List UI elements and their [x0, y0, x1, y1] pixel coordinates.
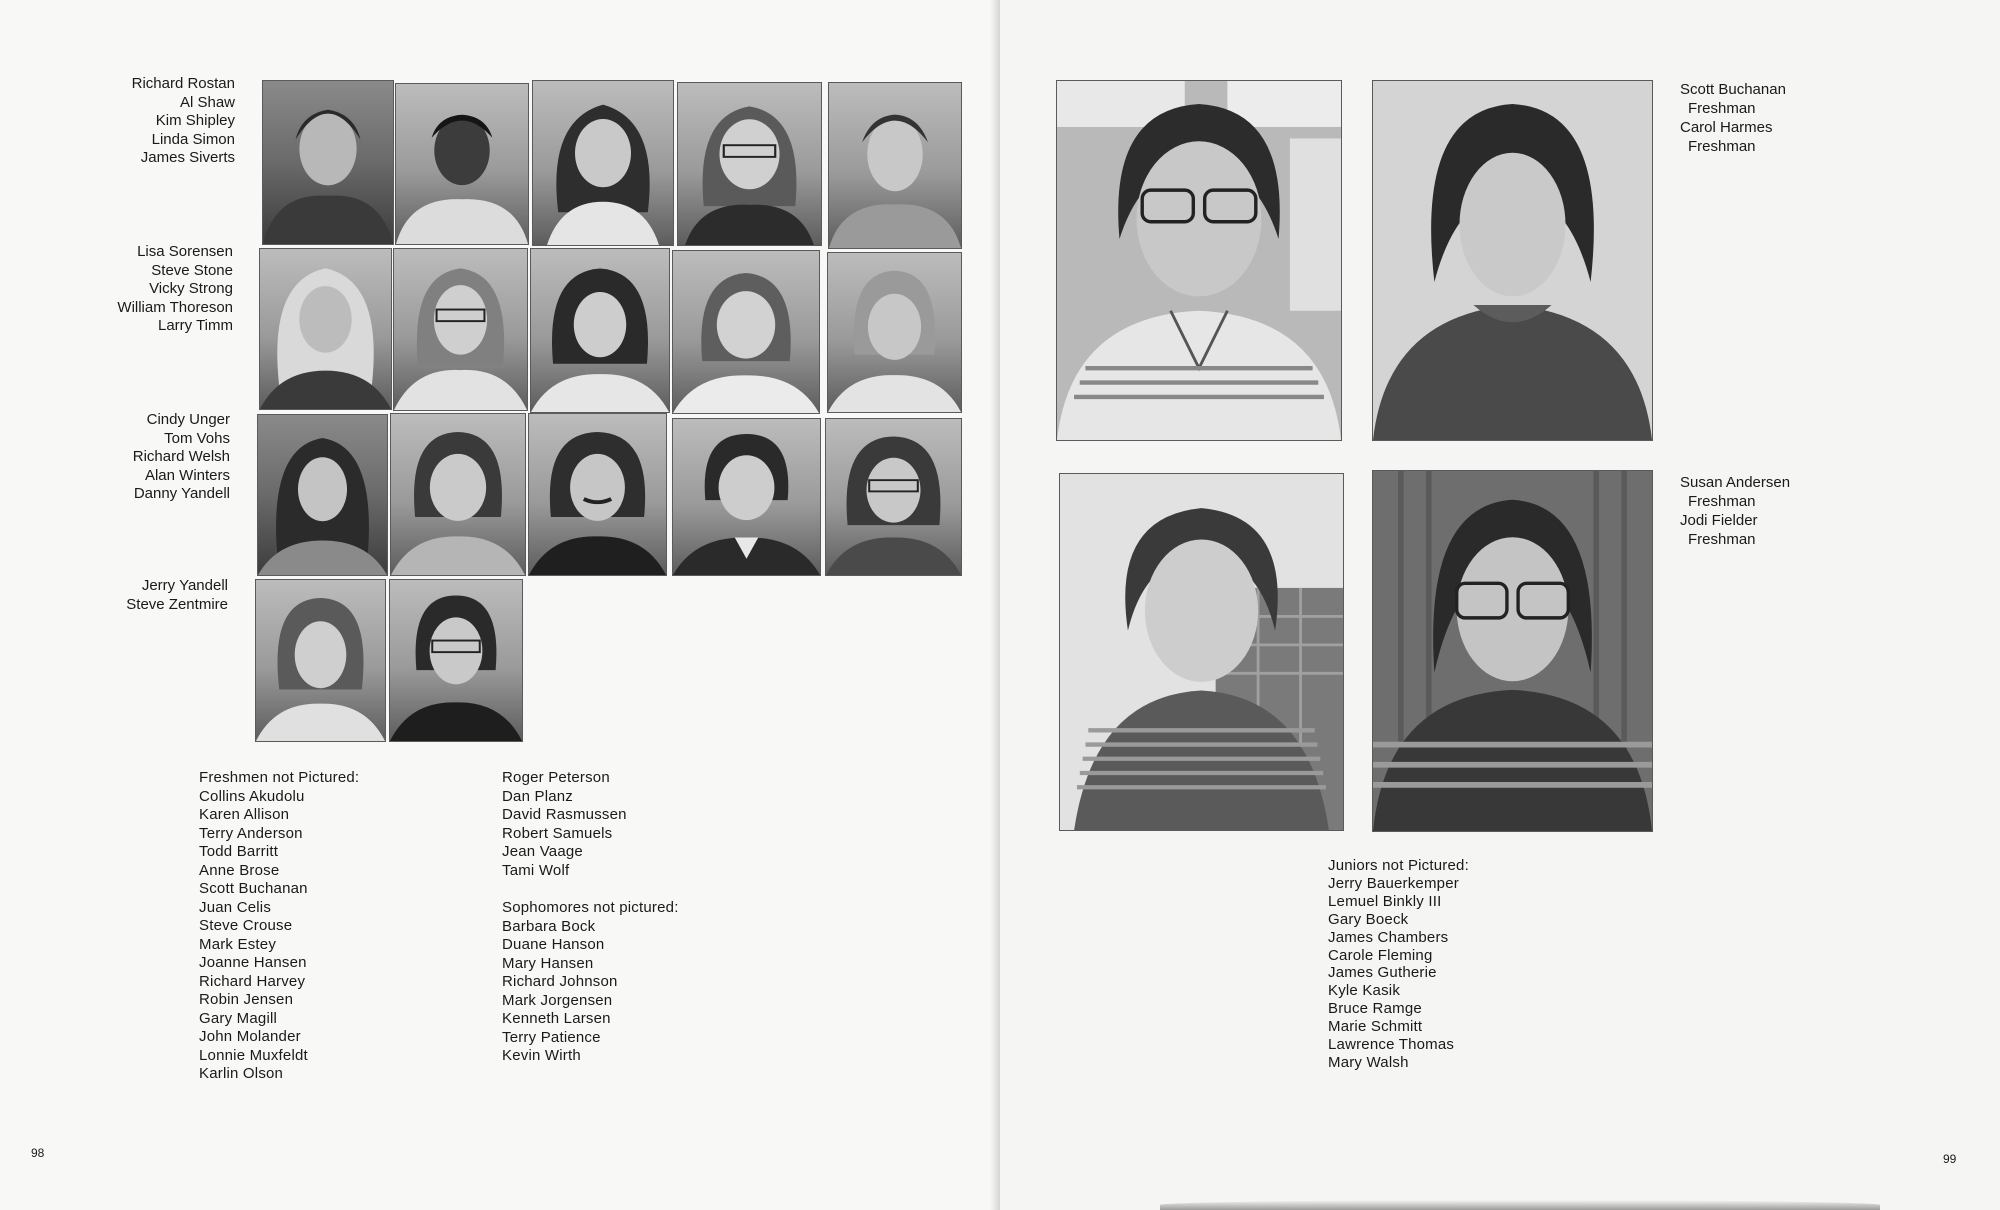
portrait-photo [672, 250, 820, 414]
caption-name: Susan Andersen [1680, 474, 1791, 491]
student-name: Richard Rostan [131, 75, 235, 92]
student-name: Cindy Unger [146, 411, 230, 428]
list-item: Gary Boeck [1328, 910, 1409, 928]
portrait-photo [530, 248, 670, 413]
caption-top [1680, 80, 1786, 156]
list-item: Robin Jensen [199, 991, 294, 1008]
list-heading: Sophomores not pictured: [502, 899, 679, 916]
juniors-not-pictured-list [1328, 857, 1469, 1072]
caption-role: Freshman [1688, 531, 1756, 548]
list-item: Karen Allison [199, 806, 290, 823]
list-item: Kevin Wirth [502, 1047, 581, 1064]
list-item: Juan Celis [199, 898, 272, 916]
list-item: James Chambers [1328, 928, 1449, 946]
list-item: Tami Wolf [502, 861, 570, 879]
portrait-photo [1059, 473, 1344, 831]
list-heading: Juniors not Pictured: [1328, 857, 1469, 874]
portrait-photo [389, 579, 523, 742]
student-name: Linda Simon [151, 130, 235, 148]
list-item: Karlin Olson [199, 1065, 284, 1082]
freshmen-not-pictured-list [199, 769, 359, 1084]
list-item: Carole Fleming [1328, 946, 1433, 964]
caption-bottom [1680, 473, 1790, 549]
list-item: Terry Patience [502, 1028, 601, 1046]
student-name: Alan Winters [144, 466, 230, 484]
list-item: Collins Akudolu [199, 787, 305, 805]
list-item: Mark Jorgensen [502, 991, 613, 1009]
portrait-photo [262, 80, 394, 245]
name-group-4 [126, 577, 228, 614]
list-item: Kenneth Larsen [502, 1010, 611, 1027]
caption-name: Scott Buchanan [1680, 81, 1786, 98]
student-name: Jerry Yandell [141, 577, 228, 594]
student-name: Vicky Strong [149, 280, 233, 297]
page-edge-shadow [1160, 1200, 1880, 1210]
student-name: James Siverts [140, 149, 235, 166]
portrait-photo [1372, 470, 1653, 832]
portrait-photo [528, 413, 667, 576]
caption-name: Jodi Fielder [1680, 512, 1758, 529]
portrait-photo [532, 80, 674, 246]
student-name: Al Shaw [179, 93, 235, 111]
caption-role: Freshman [1688, 493, 1756, 510]
caption-role: Freshman [1688, 100, 1756, 117]
list-item: Steve Crouse [199, 917, 293, 934]
list-item: Terry Anderson [199, 824, 303, 842]
portrait-photo [390, 413, 526, 576]
list-item: Lawrence Thomas [1328, 1036, 1455, 1054]
list-item: Roger Peterson [502, 769, 610, 786]
portrait-photo [395, 83, 529, 245]
list-item: Todd Barritt [199, 843, 279, 860]
list-item: Jerry Bauerkemper [1328, 874, 1459, 892]
list-item: Richard Johnson [502, 973, 618, 990]
list-item: Lonnie Muxfeldt [199, 1046, 308, 1064]
portrait-photo [677, 82, 822, 246]
freshmen-not-pictured-continued [502, 769, 627, 880]
list-item: Dan Planz [502, 787, 574, 805]
list-item: Mark Estey [199, 935, 277, 953]
sophomores-not-pictured-list [502, 899, 679, 1066]
portrait-photo [827, 252, 962, 413]
list-item: Anne Brose [199, 861, 280, 879]
list-item: Joanne Hansen [199, 954, 307, 971]
portrait-photo [259, 248, 392, 410]
portrait-photo [255, 579, 386, 742]
list-item: Scott Buchanan [199, 880, 308, 897]
list-item: David Rasmussen [502, 806, 627, 823]
student-name: Tom Vohs [164, 429, 230, 447]
student-name: Steve Stone [151, 261, 233, 279]
list-item: Robert Samuels [502, 824, 613, 842]
list-item: Jean Vaage [502, 843, 583, 860]
list-item: John Molander [199, 1028, 301, 1045]
student-name: Lisa Sorensen [137, 243, 233, 260]
list-item: Bruce Ramge [1328, 1000, 1422, 1018]
portrait-photo [672, 418, 821, 576]
name-group-3 [133, 411, 230, 504]
student-name: Larry Timm [158, 317, 233, 334]
name-group-2 [117, 243, 233, 336]
caption-name: Carol Harmes [1680, 119, 1773, 136]
list-heading: Freshmen not Pictured: [199, 769, 360, 786]
page-number: 99 [1943, 1152, 1957, 1166]
list-item: Mary Hansen [502, 954, 594, 972]
portrait-photo [1056, 80, 1342, 441]
portrait-photo [828, 82, 962, 249]
list-item: James Gutherie [1328, 964, 1437, 982]
list-item: Duane Hanson [502, 936, 605, 953]
list-item: Mary Walsh [1328, 1053, 1409, 1071]
student-name: Richard Welsh [132, 448, 230, 465]
list-item: Lemuel Binkly III [1328, 892, 1442, 910]
portrait-photo [257, 414, 388, 576]
caption-role: Freshman [1688, 138, 1756, 155]
student-name: Kim Shipley [155, 112, 235, 129]
list-item: Marie Schmitt [1328, 1018, 1423, 1036]
page-number: 98 [31, 1146, 45, 1160]
right-page [1000, 0, 2000, 1210]
list-item: Barbara Bock [502, 917, 596, 935]
list-item: Kyle Kasik [1328, 982, 1401, 1000]
portrait-photo [393, 248, 528, 411]
name-group-1 [132, 75, 235, 168]
list-item: Gary Magill [199, 1009, 278, 1027]
list-item: Richard Harvey [199, 972, 306, 990]
student-name: Danny Yandell [133, 485, 230, 502]
student-name: William Thoreson [117, 298, 233, 316]
student-name: Steve Zentmire [126, 595, 228, 613]
portrait-photo [1372, 80, 1653, 441]
portrait-photo [825, 418, 962, 576]
